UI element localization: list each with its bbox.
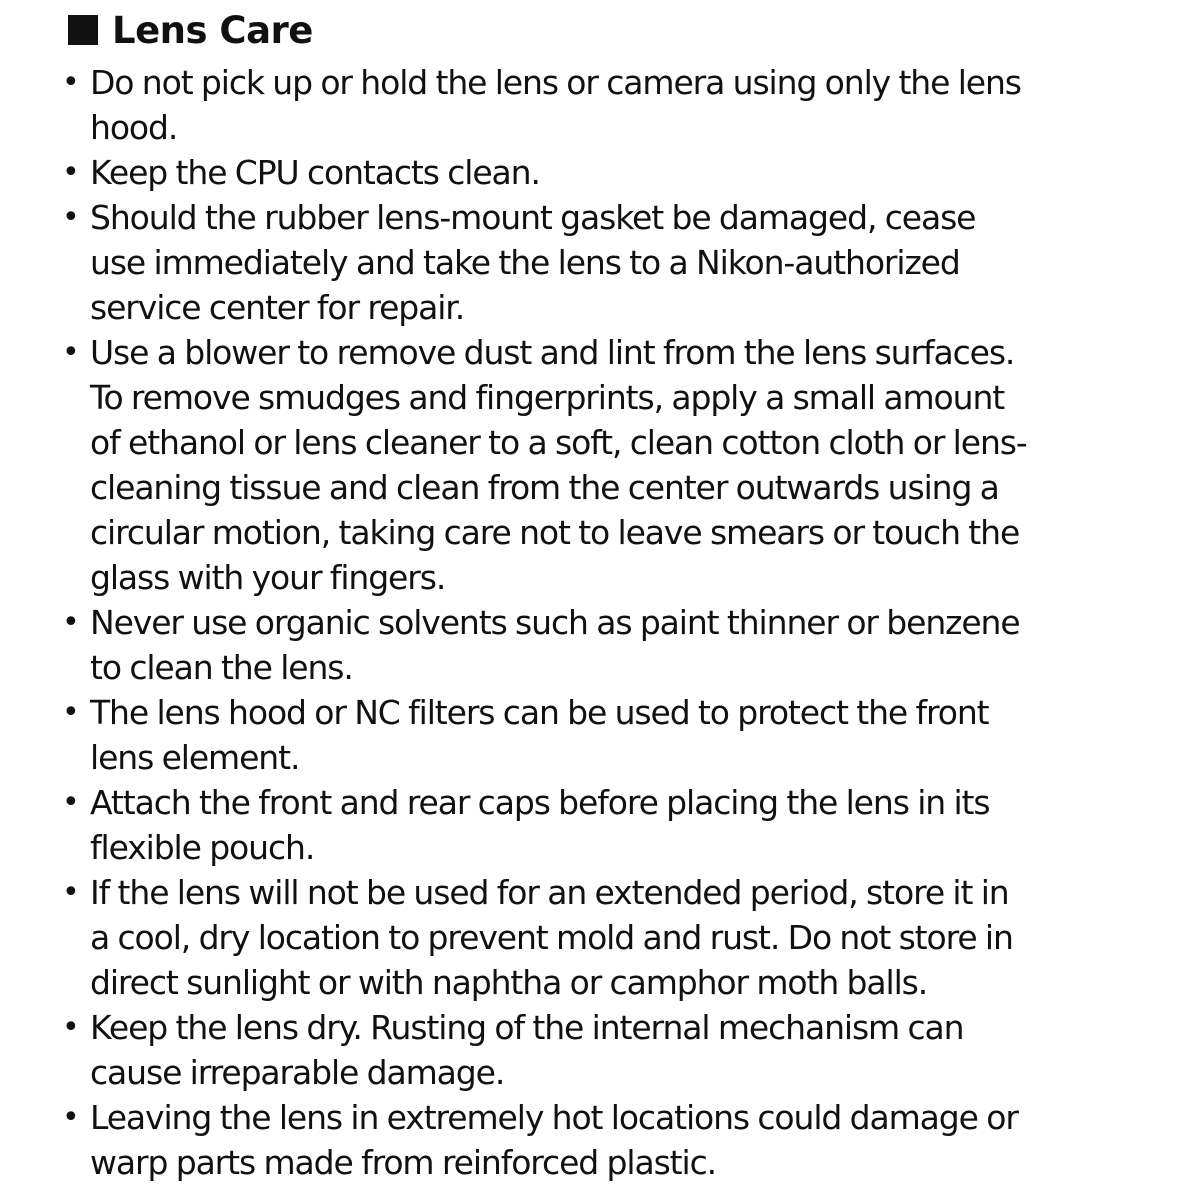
bullet-icon: • <box>62 65 80 100</box>
item-text-line: cause irreparable damage. <box>90 1053 505 1092</box>
item-text-line: to clean the lens. <box>90 648 353 687</box>
item-text-line: Keep the CPU contacts clean. <box>90 153 540 192</box>
bullet-icon: • <box>62 1100 80 1135</box>
item-text-line: Should the rubber lens-mount gasket be damaged, cease <box>90 198 976 237</box>
bullet-icon: • <box>62 875 80 910</box>
list-item <box>62 1005 1062 1095</box>
lens-care-list <box>62 60 1062 1185</box>
item-text-line: Never use organic solvents such as paint thinner or benzene <box>90 603 1020 642</box>
bullet-icon: • <box>62 605 80 640</box>
list-item <box>62 600 1062 690</box>
item-text-line: service center for repair. <box>90 288 465 327</box>
bullet-icon: • <box>62 335 80 370</box>
bullet-icon: • <box>62 785 80 820</box>
list-item <box>62 870 1062 1005</box>
list-item <box>62 195 1062 330</box>
item-text-line: Attach the front and rear caps before placing the lens in its <box>90 783 990 822</box>
item-text-line: use immediately and take the lens to a Nikon-authorized <box>90 243 960 282</box>
item-text-line: flexible pouch. <box>90 828 315 867</box>
list-item <box>62 1095 1062 1185</box>
item-text-line: a cool, dry location to prevent mold and rust. Do not store in <box>90 918 1013 957</box>
list-item <box>62 150 1062 195</box>
bullet-icon: • <box>62 200 80 235</box>
bullet-icon: • <box>62 695 80 730</box>
section-heading <box>68 8 313 52</box>
item-text-line: Leaving the lens in extremely hot locations could damage or <box>90 1098 1018 1137</box>
item-text-line: Do not pick up or hold the lens or camera using only the lens <box>90 63 1021 102</box>
bullet-icon: • <box>62 1010 80 1045</box>
item-text-line: lens element. <box>90 738 300 777</box>
item-text-line: Use a blower to remove dust and lint from the lens surfaces. <box>90 333 1015 372</box>
item-text-line: Keep the lens dry. Rusting of the internal mechanism can <box>90 1008 964 1047</box>
item-text-line: circular motion, taking care not to leave smears or touch the <box>90 513 1020 552</box>
list-item <box>62 60 1062 150</box>
item-text-line: warp parts made from reinforced plastic. <box>90 1143 717 1182</box>
item-text-line: cleaning tissue and clean from the center outwards using a <box>90 468 999 507</box>
item-text-line: hood. <box>90 108 178 147</box>
item-text-line: The lens hood or NC filters can be used to protect the front <box>90 693 989 732</box>
item-text-line: To remove smudges and fingerprints, apply a small amount <box>90 378 1005 417</box>
square-bullet-icon <box>68 15 98 45</box>
item-text-line: If the lens will not be used for an extended period, store it in <box>90 873 1009 912</box>
section-title: Lens Care <box>112 8 313 52</box>
item-text-line: of ethanol or lens cleaner to a soft, clean cotton cloth or lens- <box>90 423 1027 462</box>
item-text-line: glass with your fingers. <box>90 558 446 597</box>
list-item <box>62 690 1062 780</box>
bullet-icon: • <box>62 155 80 190</box>
list-item <box>62 330 1062 600</box>
item-text-line: direct sunlight or with naphtha or camphor moth balls. <box>90 963 928 1002</box>
list-item <box>62 780 1062 870</box>
